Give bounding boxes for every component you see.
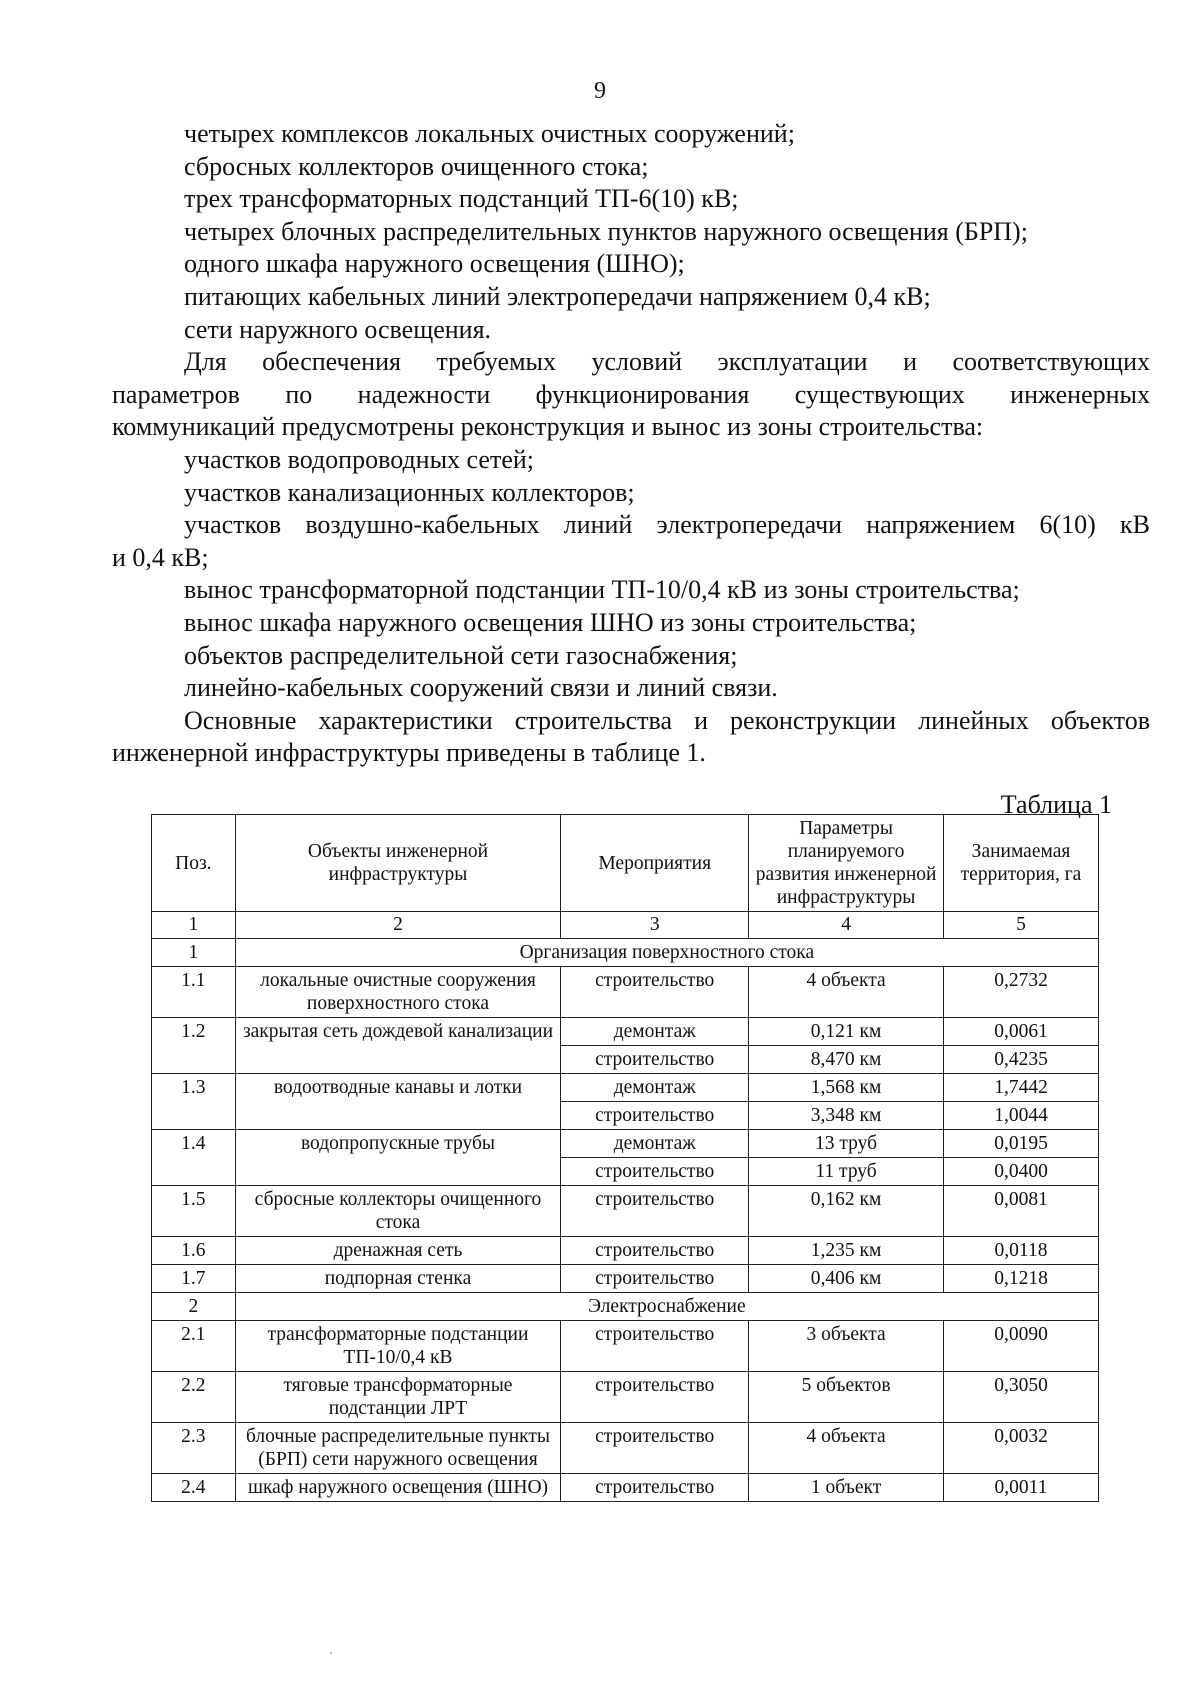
table-row: [152, 1423, 1099, 1474]
paragraph-line: линейно-кабельных сооружений связи и линий связи.: [184, 673, 778, 703]
row-object: сбросные коллекторы очищенного стока: [235, 1186, 561, 1237]
section-title: Электроснабжение: [235, 1293, 1098, 1321]
section-pos: 1: [152, 939, 236, 967]
table-row: [152, 1018, 1099, 1046]
row-area: 0,0011: [944, 1474, 1099, 1502]
row-pos: 2.3: [152, 1423, 236, 1474]
row-param: 5 объектов: [749, 1372, 944, 1423]
row-param: 1,235 км: [749, 1237, 944, 1265]
row-object: водоотводные канавы и лотки: [235, 1074, 561, 1130]
row-pos: 2.2: [152, 1372, 236, 1423]
column-number-row: [152, 912, 1099, 939]
paragraph-line: параметров по надежности функционирования существующих инженерных: [112, 379, 1150, 409]
row-object: дренажная сеть: [235, 1237, 561, 1265]
header-params: Параметры планируемого развития инженерной инфраструктуры: [749, 815, 944, 912]
row-area: 1,7442: [944, 1074, 1099, 1102]
row-param: 11 труб: [749, 1158, 944, 1186]
row-param: 3,348 км: [749, 1102, 944, 1130]
paragraph-line: участков водопроводных сетей;: [184, 444, 534, 474]
row-param: 13 труб: [749, 1130, 944, 1158]
row-action: строительство: [561, 1265, 749, 1293]
row-area: 0,4235: [944, 1046, 1099, 1074]
table-row: [152, 1265, 1099, 1293]
section-title: Организация поверхностного стока: [235, 939, 1098, 967]
row-action: строительство: [561, 1186, 749, 1237]
row-object: подпорная стенка: [235, 1265, 561, 1293]
row-param: 8,470 км: [749, 1046, 944, 1074]
header-object: Объекты инженерной инфраструктуры: [235, 815, 561, 912]
row-area: 0,0118: [944, 1237, 1099, 1265]
row-action: строительство: [561, 967, 749, 1018]
paragraph-line: объектов распределительной сети газоснабжения;: [184, 640, 738, 670]
row-action: строительство: [561, 1046, 749, 1074]
row-area: 0,0090: [944, 1321, 1099, 1372]
infrastructure-table: [151, 814, 1099, 1502]
table-row: [152, 1321, 1099, 1372]
scan-speck: [330, 1652, 332, 1654]
row-pos: 1.5: [152, 1186, 236, 1237]
paragraph-line: питающих кабельных линий электропередачи напряжением 0,4 кВ;: [184, 281, 931, 311]
row-area: 1,0044: [944, 1102, 1099, 1130]
row-area: 0,1218: [944, 1265, 1099, 1293]
row-area: 0,0400: [944, 1158, 1099, 1186]
row-pos: 1.7: [152, 1265, 236, 1293]
table-row: [152, 1237, 1099, 1265]
table-row: [152, 1474, 1099, 1502]
table-row: [152, 967, 1099, 1018]
table-row: [152, 1186, 1099, 1237]
row-object: закрытая сеть дождевой канализации: [235, 1018, 561, 1074]
paragraph-line: коммуникаций предусмотрены реконструкция и вынос из зоны строительства:: [112, 412, 984, 442]
row-action: строительство: [561, 1321, 749, 1372]
paragraph-line: четырех комплексов локальных очистных сооружений;: [184, 119, 795, 148]
paragraph-line: вынос трансформаторной подстанции ТП-10/0,4 кВ из зоны строительства;: [184, 575, 1020, 605]
row-param: 0,121 км: [749, 1018, 944, 1046]
section-row: [152, 1293, 1099, 1321]
row-action: демонтаж: [561, 1074, 749, 1102]
row-area: 0,2732: [944, 967, 1099, 1018]
column-number: 2: [235, 912, 561, 939]
header-area: Занимаемая территория, га: [944, 815, 1099, 912]
row-object: водопропускные трубы: [235, 1130, 561, 1186]
column-number: 5: [944, 912, 1099, 939]
paragraph-line: участков канализационных коллекторов;: [184, 477, 635, 507]
row-action: демонтаж: [561, 1130, 749, 1158]
row-pos: 1.2: [152, 1018, 236, 1074]
row-pos: 1.4: [152, 1130, 236, 1186]
row-action: строительство: [561, 1423, 749, 1474]
row-param: 4 объекта: [749, 1423, 944, 1474]
paragraph-line: трех трансформаторных подстанций ТП-6(10) кВ;: [184, 184, 739, 214]
row-action: строительство: [561, 1102, 749, 1130]
paragraph-line: вынос шкафа наружного освещения ШНО из зоны строительства;: [184, 607, 917, 637]
table-row: [152, 1130, 1099, 1158]
row-object: тяговые трансформаторные подстанции ЛРТ: [235, 1372, 561, 1423]
page-number: 9: [594, 78, 606, 104]
table-row: [152, 1372, 1099, 1423]
row-area: 0,3050: [944, 1372, 1099, 1423]
row-object: трансформаторные подстанции ТП-10/0,4 кВ: [235, 1321, 561, 1372]
column-number: 3: [561, 912, 749, 939]
table-header-row: [152, 815, 1099, 912]
section-row: [152, 939, 1099, 967]
row-object: локальные очистные сооружения поверхностного стока: [235, 967, 561, 1018]
paragraph-line: Для обеспечения требуемых условий эксплуатации и соответствующих: [184, 347, 1150, 377]
paragraph-line: сбросных коллекторов очищенного стока;: [184, 151, 649, 181]
row-pos: 1.6: [152, 1237, 236, 1265]
row-pos: 1.1: [152, 967, 236, 1018]
row-param: 4 объекта: [749, 967, 944, 1018]
row-pos: 2.4: [152, 1474, 236, 1502]
row-param: 0,162 км: [749, 1186, 944, 1237]
table-row: [152, 1074, 1099, 1102]
row-pos: 2.1: [152, 1321, 236, 1372]
row-area: 0,0061: [944, 1018, 1099, 1046]
row-area: 0,0195: [944, 1130, 1099, 1158]
paragraph-line: сети наружного освещения.: [184, 314, 492, 344]
column-number: 4: [749, 912, 944, 939]
body-text: [112, 118, 1150, 770]
row-area: 0,0032: [944, 1423, 1099, 1474]
row-object: блочные распределительные пункты (БРП) сети наружного освещения: [235, 1423, 561, 1474]
paragraph-line: четырех блочных распределительных пунктов наружного освещения (БРП);: [184, 216, 1028, 246]
row-action: строительство: [561, 1158, 749, 1186]
paragraph-line: участков воздушно-кабельных линий электропередачи напряжением 6(10) кВ: [184, 510, 1150, 540]
table-body: [152, 939, 1099, 1502]
paragraph-line: инженерной инфраструктуры приведены в таблице 1.: [112, 738, 706, 768]
row-param: 3 объекта: [749, 1321, 944, 1372]
paragraph-line: и 0,4 кВ;: [112, 542, 209, 572]
row-pos: 1.3: [152, 1074, 236, 1130]
header-measures: Мероприятия: [561, 815, 749, 912]
row-object: шкаф наружного освещения (ШНО): [235, 1474, 561, 1502]
row-area: 0,0081: [944, 1186, 1099, 1237]
row-action: демонтаж: [561, 1018, 749, 1046]
row-param: 0,406 км: [749, 1265, 944, 1293]
table-caption: Таблица 1: [1000, 790, 1112, 819]
paragraph-line: Основные характеристики строительства и реконструкции линейных объектов: [184, 705, 1150, 735]
row-param: 1 объект: [749, 1474, 944, 1502]
header-pos: Поз.: [152, 815, 236, 912]
paragraph-line: одного шкафа наружного освещения (ШНО);: [184, 249, 685, 279]
row-action: строительство: [561, 1474, 749, 1502]
section-pos: 2: [152, 1293, 236, 1321]
column-number: 1: [152, 912, 236, 939]
row-param: 1,568 км: [749, 1074, 944, 1102]
row-action: строительство: [561, 1372, 749, 1423]
row-action: строительство: [561, 1237, 749, 1265]
